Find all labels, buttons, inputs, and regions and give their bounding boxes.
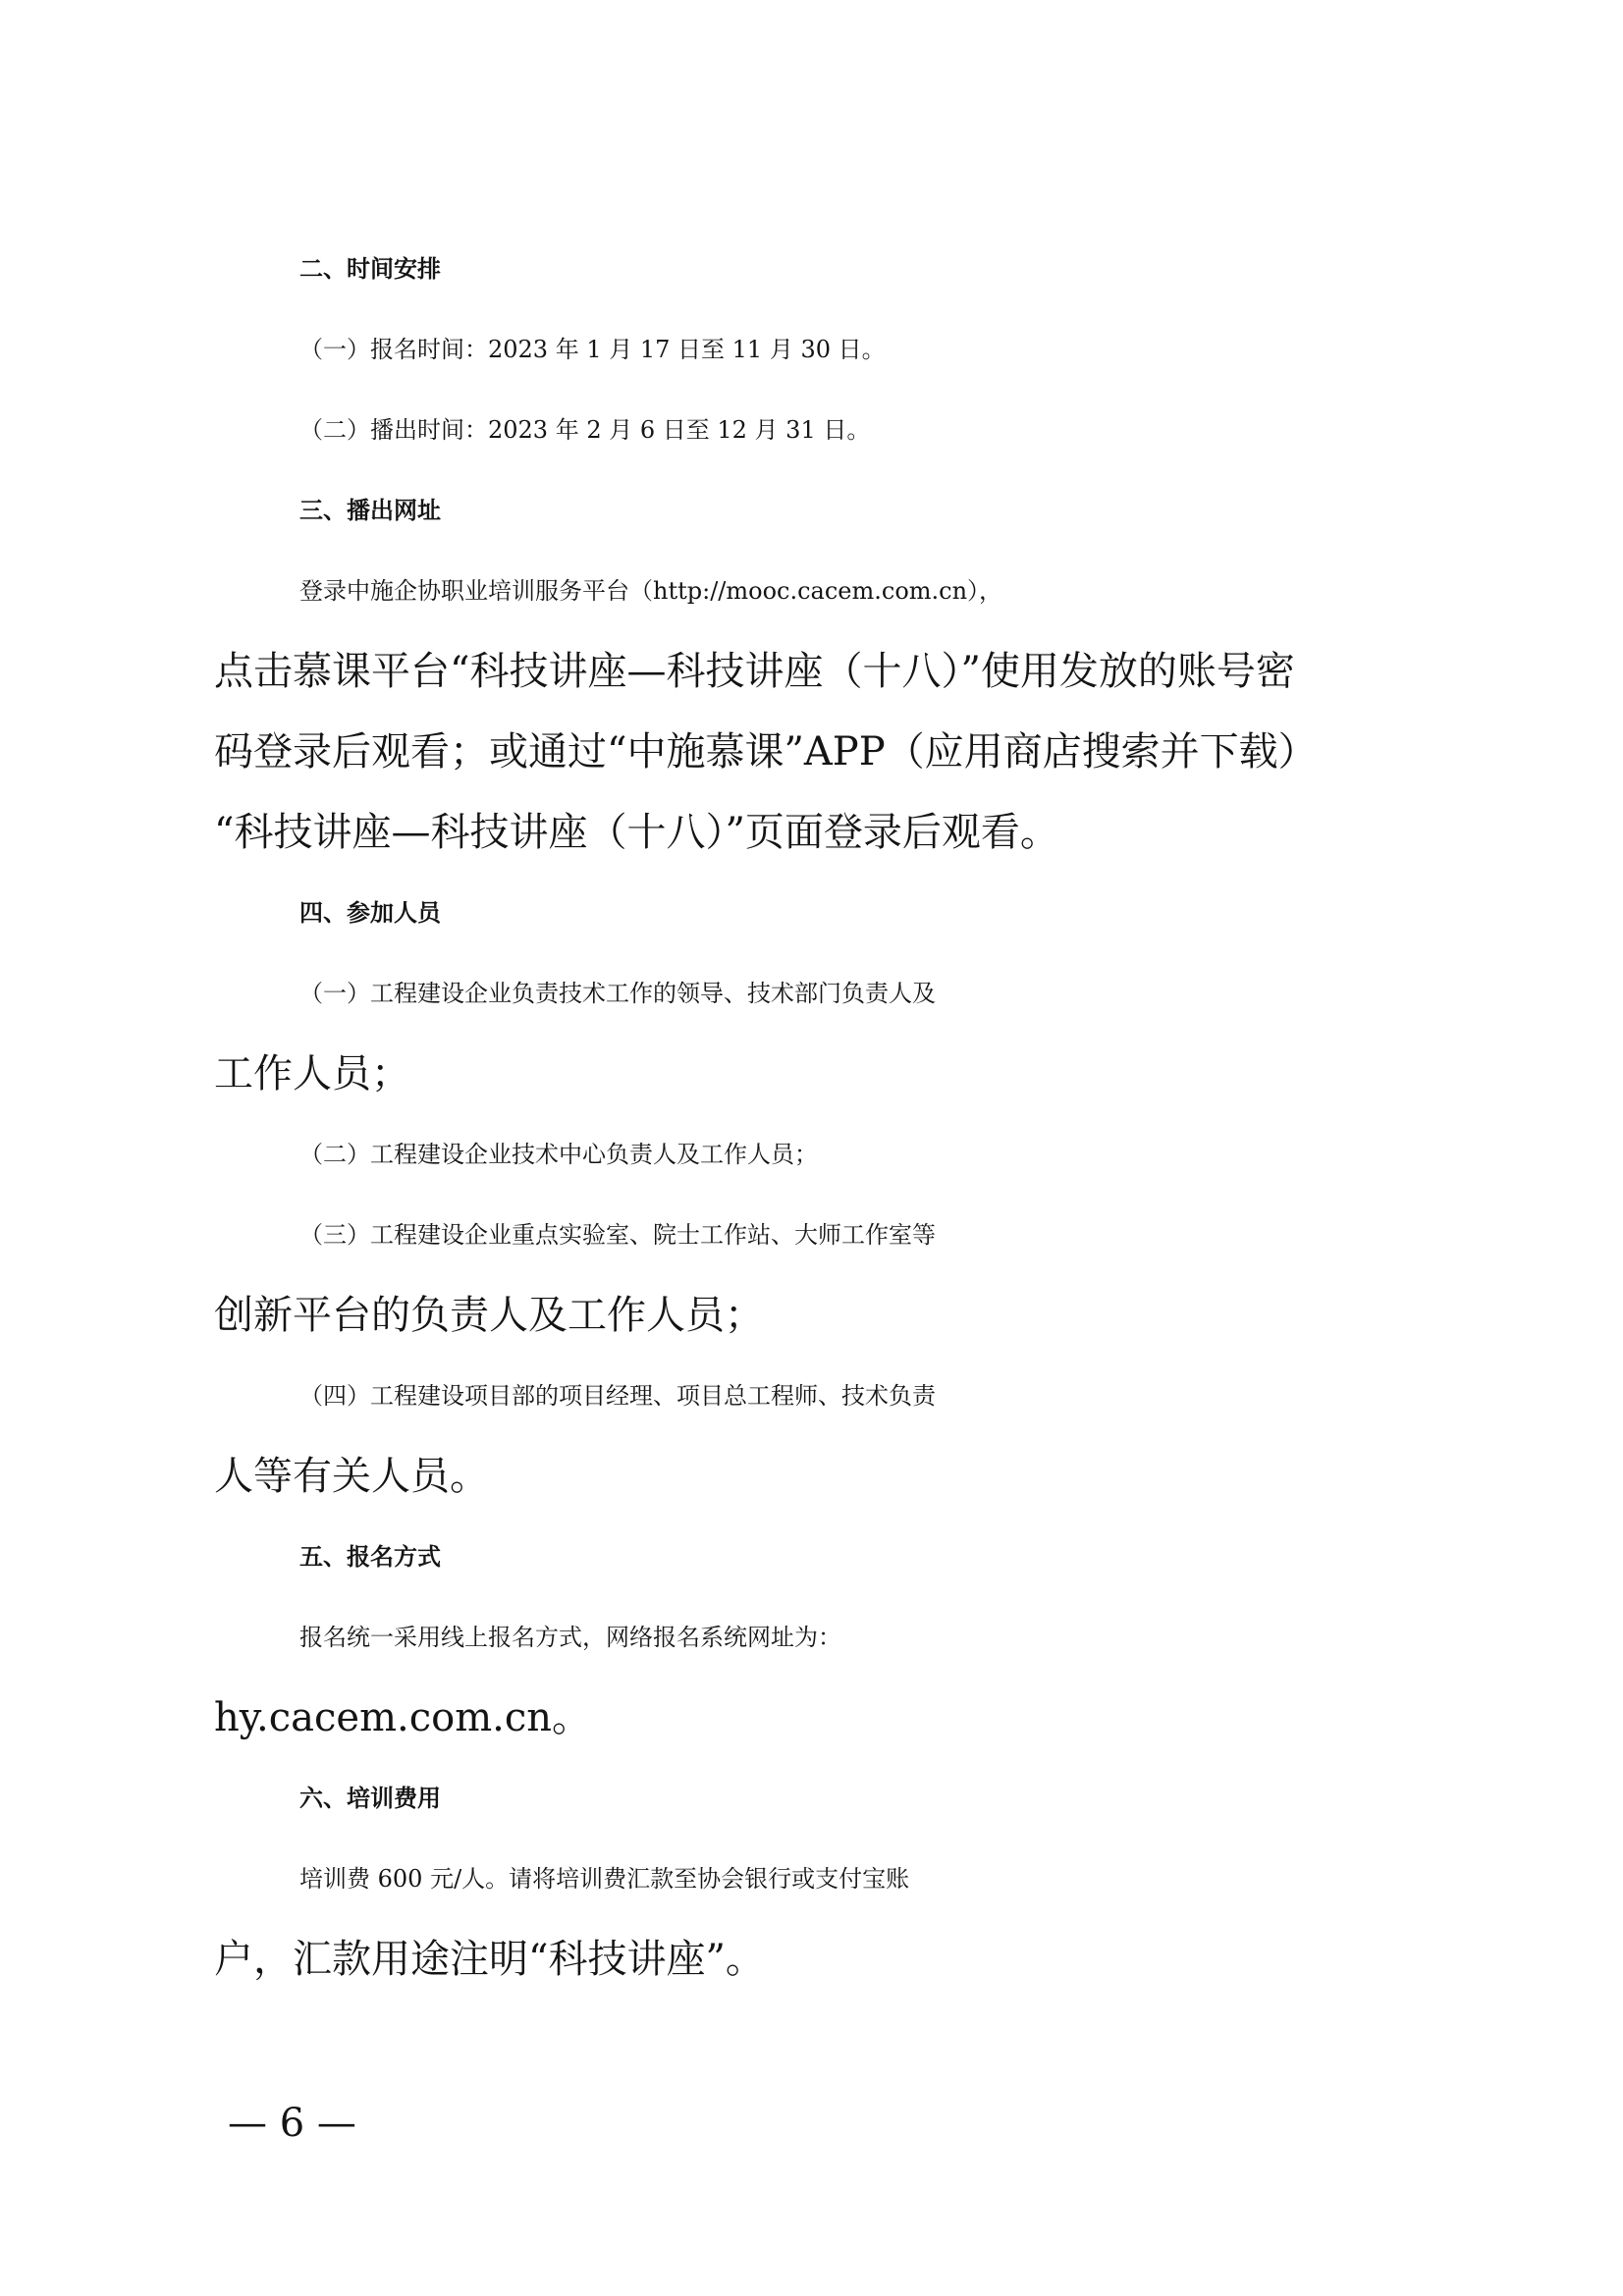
- fees-paragraph-line-1: 培训费 600 元/人。请将培训费汇款至协会银行或支付宝账: [299, 1865, 910, 1893]
- registration-paragraph-line-1: 报名统一采用线上报名方式，网络报名系统网址为：: [299, 1624, 841, 1651]
- url-paragraph-line-3: 码登录后观看；或通过“中施慕课”APP（应用商店搜索并下载）: [214, 729, 1318, 774]
- url-paragraph-line-4: “科技讲座—科技讲座（十八）”页面登录后观看。: [214, 810, 1059, 855]
- section-heading-registration: 五、报名方式: [299, 1543, 441, 1571]
- url-paragraph-line-2: 点击慕课平台“科技讲座—科技讲座（十八）”使用发放的账号密: [214, 649, 1295, 694]
- participants-item-3-line-2: 创新平台的负责人及工作人员；: [214, 1293, 764, 1338]
- participants-item-4-line-1: （四）工程建设项目部的项目经理、项目总工程师、技术负责: [299, 1382, 936, 1410]
- section-heading-schedule: 二、时间安排: [299, 255, 441, 283]
- url-paragraph-line-1: 登录中施企协职业培训服务平台（http://mooc.cacem.com.cn），: [299, 577, 1003, 605]
- section-heading-participants: 四、参加人员: [299, 899, 441, 927]
- participants-item-4-line-2: 人等有关人员。: [214, 1454, 489, 1499]
- participants-item-3-line-1: （三）工程建设企业重点实验室、院士工作站、大师工作室等: [299, 1221, 936, 1249]
- fees-paragraph-line-2: 户，汇款用途注明“科技讲座”。: [214, 1937, 765, 1982]
- participants-item-2: （二）工程建设企业技术中心负责人及工作人员；: [299, 1141, 818, 1168]
- broadcast-time: （二）播出时间：2023 年 2 月 6 日至 12 月 31 日。: [299, 416, 871, 444]
- section-heading-fees: 六、培训费用: [299, 1785, 441, 1812]
- participants-item-1-line-2: 工作人员；: [214, 1051, 410, 1096]
- registration-time: （一）报名时间：2023 年 1 月 17 日至 11 月 30 日。: [299, 336, 886, 363]
- section-heading-url: 三、播出网址: [299, 497, 441, 524]
- registration-paragraph-line-2: hy.cacem.com.cn。: [214, 1695, 592, 1740]
- participants-item-1-line-1: （一）工程建设企业负责技术工作的领导、技术部门负责人及: [299, 980, 936, 1007]
- page-number: — 6 —: [228, 2101, 356, 2146]
